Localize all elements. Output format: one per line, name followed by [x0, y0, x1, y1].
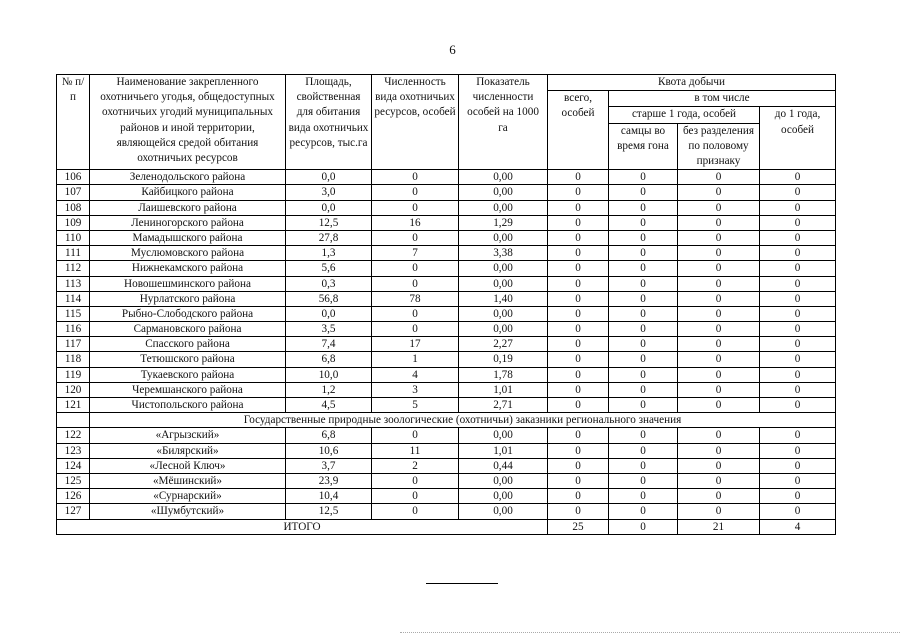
header-nosex: без разделения по половому признаку — [678, 123, 760, 170]
cell-males: 0 — [609, 170, 678, 185]
cell-males: 0 — [609, 306, 678, 321]
cell-area: 3,0 — [286, 185, 372, 200]
cell-nosex: 0 — [678, 291, 760, 306]
cell-count: 0 — [372, 428, 459, 443]
cell-name: Рыбно-Слободского района — [90, 306, 286, 321]
cell-density: 0,00 — [459, 170, 548, 185]
cell-area: 56,8 — [286, 291, 372, 306]
cell-area: 0,0 — [286, 200, 372, 215]
table-row — [57, 489, 836, 504]
cell-young: 0 — [760, 261, 836, 276]
cell-total: 0 — [548, 291, 609, 306]
cell-density: 0,44 — [459, 458, 548, 473]
cell-count: 3 — [372, 382, 459, 397]
cell-count: 0 — [372, 170, 459, 185]
cell-males: 0 — [609, 276, 678, 291]
section-title: Государственные природные зоологические (охотничьи) заказники регионального значения — [90, 413, 836, 428]
table-row — [57, 276, 836, 291]
cell-count: 11 — [372, 443, 459, 458]
cell-area: 27,8 — [286, 230, 372, 245]
cell-nosex: 0 — [678, 489, 760, 504]
table-row — [57, 428, 836, 443]
cell-area: 6,8 — [286, 428, 372, 443]
cell-name: «Агрызский» — [90, 428, 286, 443]
cell-males: 0 — [609, 215, 678, 230]
table-row — [57, 443, 836, 458]
cell-total: 0 — [548, 398, 609, 413]
cell-num: 108 — [57, 200, 90, 215]
cell-total: 0 — [548, 170, 609, 185]
cell-num: 124 — [57, 458, 90, 473]
scan-edge — [400, 632, 900, 633]
cell-num: 118 — [57, 352, 90, 367]
cell-young: 0 — [760, 504, 836, 519]
cell-num: 113 — [57, 276, 90, 291]
cell-name: Нурлатского района — [90, 291, 286, 306]
cell-count: 0 — [372, 261, 459, 276]
table-row — [57, 261, 836, 276]
cell-name: «Лесной Ключ» — [90, 458, 286, 473]
table-row — [57, 352, 836, 367]
cell-total: 0 — [548, 230, 609, 245]
cell-density: 3,38 — [459, 246, 548, 261]
cell-males: 0 — [609, 443, 678, 458]
header-num: № п/п — [57, 75, 90, 170]
cell-total: 0 — [548, 337, 609, 352]
cell-num: 109 — [57, 215, 90, 230]
cell-density: 0,00 — [459, 322, 548, 337]
cell-num: 115 — [57, 306, 90, 321]
cell-total: 0 — [548, 215, 609, 230]
cell-num: 116 — [57, 322, 90, 337]
cell-young: 0 — [760, 352, 836, 367]
cell-empty — [57, 413, 90, 428]
cell-density: 2,27 — [459, 337, 548, 352]
total-value: 0 — [609, 519, 678, 534]
cell-nosex: 0 — [678, 276, 760, 291]
total-label: ИТОГО — [57, 519, 548, 534]
cell-density: 1,40 — [459, 291, 548, 306]
cell-young: 0 — [760, 367, 836, 382]
cell-young: 0 — [760, 246, 836, 261]
cell-num: 110 — [57, 230, 90, 245]
cell-density: 0,00 — [459, 489, 548, 504]
cell-density: 0,00 — [459, 504, 548, 519]
cell-area: 0,0 — [286, 170, 372, 185]
cell-num: 107 — [57, 185, 90, 200]
cell-nosex: 0 — [678, 322, 760, 337]
cell-name: Тукаевского района — [90, 367, 286, 382]
cell-males: 0 — [609, 428, 678, 443]
cell-num: 122 — [57, 428, 90, 443]
cell-name: Спасского района — [90, 337, 286, 352]
cell-num: 126 — [57, 489, 90, 504]
cell-count: 4 — [372, 367, 459, 382]
cell-males: 0 — [609, 261, 678, 276]
total-value: 21 — [678, 519, 760, 534]
cell-males: 0 — [609, 504, 678, 519]
header-including: в том числе — [609, 91, 836, 107]
cell-name: Новошешминского района — [90, 276, 286, 291]
cell-num: 120 — [57, 382, 90, 397]
cell-males: 0 — [609, 398, 678, 413]
table-row — [57, 215, 836, 230]
cell-name: Муслюмовского района — [90, 246, 286, 261]
cell-males: 0 — [609, 458, 678, 473]
cell-total: 0 — [548, 246, 609, 261]
cell-nosex: 0 — [678, 246, 760, 261]
cell-count: 0 — [372, 276, 459, 291]
cell-name: Зеленодольского района — [90, 170, 286, 185]
cell-young: 0 — [760, 170, 836, 185]
cell-nosex: 0 — [678, 306, 760, 321]
table-row — [57, 322, 836, 337]
cell-total: 0 — [548, 276, 609, 291]
cell-density: 0,00 — [459, 276, 548, 291]
cell-count: 78 — [372, 291, 459, 306]
cell-area: 0,3 — [286, 276, 372, 291]
cell-num: 121 — [57, 398, 90, 413]
cell-density: 1,78 — [459, 367, 548, 382]
cell-name: «Билярский» — [90, 443, 286, 458]
table-row — [57, 458, 836, 473]
cell-count: 0 — [372, 504, 459, 519]
cell-nosex: 0 — [678, 170, 760, 185]
header-count: Численность вида охотничьих ресурсов, особей — [372, 75, 459, 170]
cell-young: 0 — [760, 200, 836, 215]
cell-num: 114 — [57, 291, 90, 306]
cell-area: 0,0 — [286, 306, 372, 321]
total-row — [57, 519, 836, 534]
cell-area: 4,5 — [286, 398, 372, 413]
cell-nosex: 0 — [678, 352, 760, 367]
cell-name: Мамадышского района — [90, 230, 286, 245]
total-value: 25 — [548, 519, 609, 534]
cell-young: 0 — [760, 276, 836, 291]
cell-area: 10,4 — [286, 489, 372, 504]
cell-young: 0 — [760, 215, 836, 230]
cell-density: 1,01 — [459, 382, 548, 397]
cell-name: Чистопольского района — [90, 398, 286, 413]
cell-density: 0,00 — [459, 200, 548, 215]
cell-males: 0 — [609, 322, 678, 337]
cell-nosex: 0 — [678, 337, 760, 352]
cell-count: 0 — [372, 306, 459, 321]
table-row — [57, 185, 836, 200]
cell-area: 1,2 — [286, 382, 372, 397]
cell-count: 0 — [372, 230, 459, 245]
cell-total: 0 — [548, 489, 609, 504]
cell-count: 5 — [372, 398, 459, 413]
cell-area: 5,6 — [286, 261, 372, 276]
table-row — [57, 246, 836, 261]
cell-density: 0,19 — [459, 352, 548, 367]
cell-males: 0 — [609, 200, 678, 215]
cell-total: 0 — [548, 322, 609, 337]
cell-num: 119 — [57, 367, 90, 382]
cell-count: 0 — [372, 489, 459, 504]
cell-name: Сармановского района — [90, 322, 286, 337]
cell-count: 16 — [372, 215, 459, 230]
cell-young: 0 — [760, 443, 836, 458]
cell-nosex: 0 — [678, 261, 760, 276]
cell-males: 0 — [609, 246, 678, 261]
cell-males: 0 — [609, 185, 678, 200]
cell-density: 0,00 — [459, 185, 548, 200]
cell-nosex: 0 — [678, 382, 760, 397]
cell-density: 1,29 — [459, 215, 548, 230]
cell-total: 0 — [548, 185, 609, 200]
bottom-rule — [426, 583, 498, 584]
cell-nosex: 0 — [678, 200, 760, 215]
cell-area: 1,3 — [286, 246, 372, 261]
cell-total: 0 — [548, 352, 609, 367]
cell-density: 0,00 — [459, 261, 548, 276]
table-body — [57, 170, 836, 535]
cell-young: 0 — [760, 428, 836, 443]
cell-nosex: 0 — [678, 230, 760, 245]
header-older: старше 1 года, особей — [609, 107, 760, 123]
table-row — [57, 504, 836, 519]
cell-young: 0 — [760, 230, 836, 245]
cell-num: 117 — [57, 337, 90, 352]
cell-young: 0 — [760, 473, 836, 488]
header-area: Площадь, свойственная для обитания вида охотничьих ресурсов, тыс.га — [286, 75, 372, 170]
cell-total: 0 — [548, 306, 609, 321]
table-row — [57, 200, 836, 215]
cell-males: 0 — [609, 382, 678, 397]
table-header — [57, 75, 836, 170]
cell-num: 125 — [57, 473, 90, 488]
cell-num: 127 — [57, 504, 90, 519]
cell-total: 0 — [548, 473, 609, 488]
cell-young: 0 — [760, 398, 836, 413]
cell-num: 112 — [57, 261, 90, 276]
cell-num: 106 — [57, 170, 90, 185]
page-number: 6 — [449, 42, 456, 57]
section-row — [57, 413, 836, 428]
cell-nosex: 0 — [678, 473, 760, 488]
table-row — [57, 291, 836, 306]
table-row — [57, 382, 836, 397]
cell-nosex: 0 — [678, 504, 760, 519]
cell-males: 0 — [609, 489, 678, 504]
cell-nosex: 0 — [678, 185, 760, 200]
header-males: самцы во время гона — [609, 123, 678, 170]
cell-name: «Шумбутский» — [90, 504, 286, 519]
cell-males: 0 — [609, 367, 678, 382]
cell-num: 123 — [57, 443, 90, 458]
cell-name: Нижнекамского района — [90, 261, 286, 276]
cell-young: 0 — [760, 291, 836, 306]
cell-area: 6,8 — [286, 352, 372, 367]
cell-total: 0 — [548, 504, 609, 519]
cell-total: 0 — [548, 382, 609, 397]
cell-nosex: 0 — [678, 398, 760, 413]
cell-males: 0 — [609, 230, 678, 245]
cell-name: Кайбицкого района — [90, 185, 286, 200]
cell-density: 2,71 — [459, 398, 548, 413]
cell-count: 0 — [372, 185, 459, 200]
cell-total: 0 — [548, 200, 609, 215]
cell-count: 17 — [372, 337, 459, 352]
cell-males: 0 — [609, 473, 678, 488]
cell-name: Черемшанского района — [90, 382, 286, 397]
cell-density: 0,00 — [459, 428, 548, 443]
header-quota: Квота добычи — [548, 75, 836, 91]
cell-males: 0 — [609, 337, 678, 352]
table-row — [57, 367, 836, 382]
cell-name: «Мёшинский» — [90, 473, 286, 488]
cell-density: 0,00 — [459, 473, 548, 488]
cell-area: 12,5 — [286, 504, 372, 519]
table-row — [57, 170, 836, 185]
cell-name: Тетюшского района — [90, 352, 286, 367]
cell-count: 0 — [372, 200, 459, 215]
header-name: Наименование закрепленного охотничьего угодья, общедоступных охотничьих угодий муниципальных районов и иной территории, являющейся средой обитания охотничьих ресурсов — [90, 75, 286, 170]
cell-area: 12,5 — [286, 215, 372, 230]
cell-area: 7,4 — [286, 337, 372, 352]
header-total: всего, особей — [548, 91, 609, 170]
cell-area: 10,0 — [286, 367, 372, 382]
cell-nosex: 0 — [678, 428, 760, 443]
cell-young: 0 — [760, 382, 836, 397]
table-row — [57, 306, 836, 321]
cell-young: 0 — [760, 185, 836, 200]
cell-area: 23,9 — [286, 473, 372, 488]
cell-count: 0 — [372, 322, 459, 337]
cell-name: Лениногорского района — [90, 215, 286, 230]
table-row — [57, 398, 836, 413]
cell-name: Лаишевского района — [90, 200, 286, 215]
cell-count: 2 — [372, 458, 459, 473]
cell-area: 3,5 — [286, 322, 372, 337]
cell-num: 111 — [57, 246, 90, 261]
header-young: до 1 года, особей — [760, 107, 836, 170]
cell-total: 0 — [548, 261, 609, 276]
cell-count: 1 — [372, 352, 459, 367]
cell-total: 0 — [548, 367, 609, 382]
cell-young: 0 — [760, 337, 836, 352]
cell-total: 0 — [548, 443, 609, 458]
cell-young: 0 — [760, 458, 836, 473]
total-value: 4 — [760, 519, 836, 534]
table-row — [57, 337, 836, 352]
cell-count: 0 — [372, 473, 459, 488]
cell-name: «Сурнарский» — [90, 489, 286, 504]
cell-total: 0 — [548, 458, 609, 473]
cell-density: 0,00 — [459, 230, 548, 245]
cell-area: 3,7 — [286, 458, 372, 473]
cell-young: 0 — [760, 322, 836, 337]
cell-males: 0 — [609, 352, 678, 367]
cell-nosex: 0 — [678, 458, 760, 473]
cell-nosex: 0 — [678, 215, 760, 230]
cell-males: 0 — [609, 291, 678, 306]
cell-nosex: 0 — [678, 367, 760, 382]
cell-density: 0,00 — [459, 306, 548, 321]
quota-table — [56, 74, 836, 535]
cell-density: 1,01 — [459, 443, 548, 458]
cell-young: 0 — [760, 306, 836, 321]
cell-area: 10,6 — [286, 443, 372, 458]
table-row — [57, 473, 836, 488]
cell-total: 0 — [548, 428, 609, 443]
cell-young: 0 — [760, 489, 836, 504]
table-row — [57, 230, 836, 245]
header-density: Показатель численности особей на 1000 га — [459, 75, 548, 170]
cell-nosex: 0 — [678, 443, 760, 458]
cell-count: 7 — [372, 246, 459, 261]
